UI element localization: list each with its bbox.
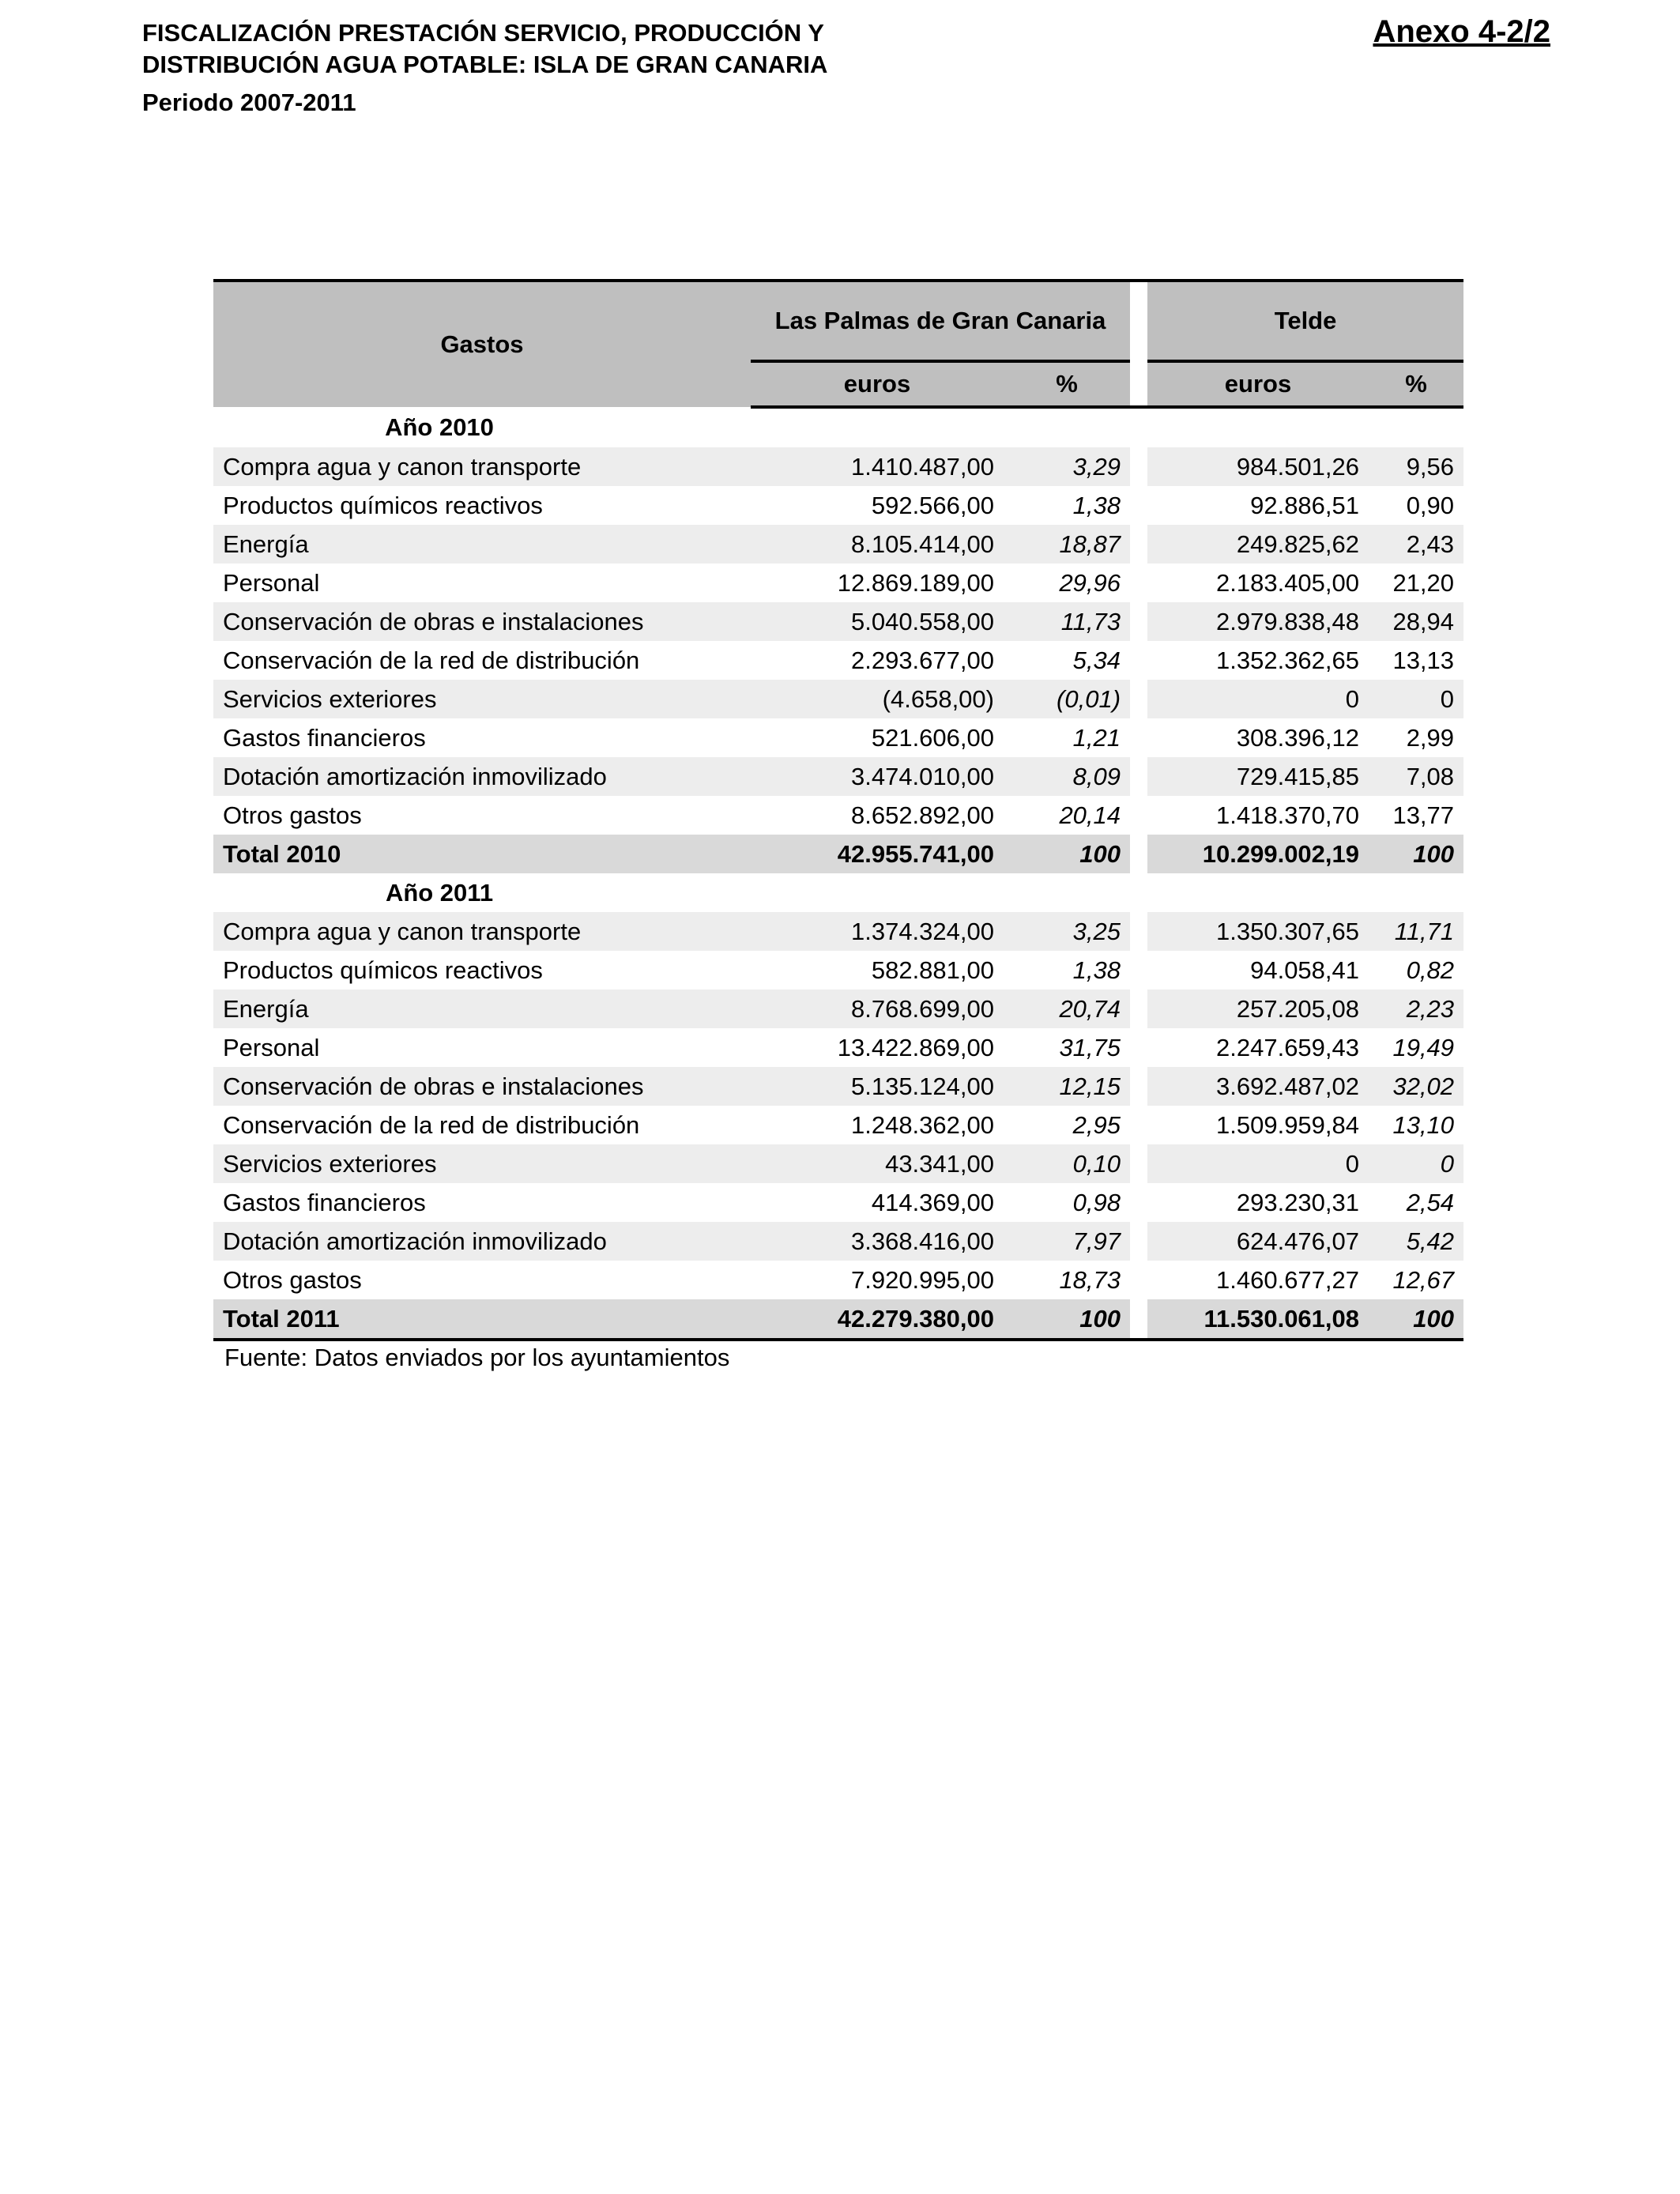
row-label: Total 2011: [213, 1299, 751, 1340]
telde-pct-cell: 13,13: [1392, 646, 1455, 674]
telde-euros-cell: 293.230,31: [1236, 1188, 1360, 1216]
table-row: [213, 602, 1463, 641]
telde-pct-cell: 13,77: [1392, 801, 1455, 829]
telde-pct-cell: 9,56: [1369, 447, 1463, 486]
row-label: Conservación de la red de distribución: [223, 646, 640, 674]
table-row: [213, 564, 1463, 602]
lp-euros-cell: 1.248.362,00: [850, 1110, 994, 1139]
telde-pct-cell: 11,71: [1369, 912, 1463, 951]
table-row: [213, 1183, 1463, 1222]
lp-pct-cell: 3,25: [1004, 912, 1130, 951]
empty-cell: [1004, 873, 1130, 912]
table-row: [213, 641, 1463, 680]
column-separator: [1130, 1222, 1147, 1261]
table-row: [213, 757, 1463, 796]
telde-euros-cell: 2.247.659,43: [1216, 1033, 1360, 1061]
empty-cell: [1147, 407, 1369, 447]
telde-pct-cell: 2,23: [1369, 990, 1463, 1028]
column-separator: [1130, 602, 1147, 641]
telde-pct-cell: 0,82: [1406, 956, 1455, 984]
table-row: [213, 486, 1463, 525]
lp-euros-cell: 12.869.189,00: [837, 568, 994, 597]
col-header-las-palmas: Las Palmas de Gran Canaria: [751, 281, 1130, 361]
lp-pct-cell: 0,10: [1004, 1144, 1130, 1183]
lp-pct-cell: 2,95: [1072, 1110, 1121, 1139]
empty-cell: [1147, 873, 1369, 912]
row-label: Gastos financieros: [223, 1188, 426, 1216]
telde-pct-cell: 13,10: [1392, 1110, 1455, 1139]
telde-euros-cell: 1.418.370,70: [1216, 801, 1360, 829]
table-row: [213, 990, 1463, 1028]
column-separator: [1130, 564, 1147, 602]
telde-euros-cell: 94.058,41: [1250, 956, 1360, 984]
row-label: Total 2010: [213, 835, 751, 873]
lp-pct-cell: 12,15: [1004, 1067, 1130, 1106]
telde-euros-cell: 729.415,85: [1147, 757, 1369, 796]
subheader-telde-euros: euros: [1147, 361, 1369, 407]
empty-cell: [1004, 407, 1130, 447]
row-label: Dotación amortización inmovilizado: [213, 1222, 751, 1261]
lp-pct-cell: 0,98: [1072, 1188, 1121, 1216]
lp-euros-cell: 582.881,00: [871, 956, 994, 984]
telde-euros-cell: 10.299.002,19: [1147, 835, 1369, 873]
year-label: Año 2011: [385, 878, 494, 907]
column-separator: [1130, 990, 1147, 1028]
row-label: Energía: [213, 525, 751, 564]
telde-euros-cell: 1.509.959,84: [1216, 1110, 1360, 1139]
lp-pct-cell: (0,01): [1004, 680, 1130, 718]
lp-euros-cell: 521.606,00: [871, 723, 994, 752]
column-separator: [1130, 1028, 1147, 1067]
report-title-line2: DISTRIBUCIÓN AGUA POTABLE: ISLA DE GRAN CANARIA: [142, 51, 828, 78]
column-separator: [1130, 447, 1147, 486]
table-row: [213, 525, 1463, 564]
column-separator: [1130, 912, 1147, 951]
telde-euros-cell: 92.886,51: [1250, 491, 1360, 519]
telde-pct-cell: 19,49: [1392, 1033, 1455, 1061]
column-separator: [1130, 641, 1147, 680]
source-note: Fuente: Datos enviados por los ayuntamientos: [224, 1344, 730, 1371]
lp-euros-cell: 42.279.380,00: [751, 1299, 1004, 1340]
telde-euros-cell: 0: [1147, 680, 1369, 718]
telde-euros-cell: 257.205,08: [1147, 990, 1369, 1028]
lp-pct-cell: 100: [1004, 835, 1130, 873]
telde-euros-cell: 1.352.362,65: [1216, 646, 1360, 674]
row-label: Gastos financieros: [223, 723, 426, 752]
year-row: [213, 873, 1463, 912]
lp-euros-cell: 43.341,00: [751, 1144, 1004, 1183]
lp-euros-cell: 592.566,00: [871, 491, 994, 519]
lp-euros-cell: 5.040.558,00: [751, 602, 1004, 641]
empty-cell: [751, 873, 1004, 912]
report-period: Periodo 2007-2011: [142, 89, 356, 116]
empty-cell: [1369, 407, 1463, 447]
telde-euros-cell: 1.350.307,65: [1147, 912, 1369, 951]
telde-pct-cell: 28,94: [1369, 602, 1463, 641]
telde-pct-cell: 100: [1369, 835, 1463, 873]
row-label: Productos químicos reactivos: [223, 956, 543, 984]
telde-euros-cell: 308.396,12: [1236, 723, 1360, 752]
column-separator: [1130, 1106, 1147, 1144]
empty-cell: [1130, 873, 1147, 912]
telde-euros-cell: 249.825,62: [1147, 525, 1369, 564]
lp-euros-cell: 1.410.487,00: [751, 447, 1004, 486]
lp-pct-cell: 3,29: [1004, 447, 1130, 486]
annex-label: Anexo 4-2/2: [1373, 14, 1550, 49]
column-separator: [1130, 951, 1147, 990]
empty-cell: [1369, 873, 1463, 912]
year-row: [213, 407, 1463, 447]
table-row: [213, 1261, 1463, 1299]
table-row: [213, 718, 1463, 757]
telde-euros-cell: 3.692.487,02: [1147, 1067, 1369, 1106]
table-row: [213, 1028, 1463, 1067]
table-row: [213, 912, 1463, 951]
row-label: Compra agua y canon transporte: [213, 912, 751, 951]
telde-pct-cell: 2,99: [1406, 723, 1455, 752]
table-row: [213, 1067, 1463, 1106]
row-label: Conservación de obras e instalaciones: [213, 602, 751, 641]
row-label: Personal: [223, 568, 320, 597]
telde-pct-cell: 0: [1369, 680, 1463, 718]
lp-pct-cell: 31,75: [1059, 1033, 1121, 1061]
lp-pct-cell: 11,73: [1004, 602, 1130, 641]
lp-euros-cell: 414.369,00: [871, 1188, 994, 1216]
lp-euros-cell: (4.658,00): [751, 680, 1004, 718]
row-label: Conservación de la red de distribución: [223, 1110, 640, 1139]
telde-pct-cell: 0: [1369, 1144, 1463, 1183]
report-title-line1: FISCALIZACIÓN PRESTACIÓN SERVICIO, PRODUCCIÓN Y: [142, 19, 824, 47]
telde-pct-cell: 7,08: [1369, 757, 1463, 796]
column-separator: [1130, 835, 1147, 873]
col-header-telde: Telde: [1147, 281, 1463, 361]
row-label: Conservación de obras e instalaciones: [213, 1067, 751, 1106]
telde-euros-cell: 624.476,07: [1147, 1222, 1369, 1261]
column-separator: [1130, 680, 1147, 718]
row-label: Servicios exteriores: [213, 1144, 751, 1183]
lp-pct-cell: 18,87: [1004, 525, 1130, 564]
lp-pct-cell: 5,34: [1072, 646, 1121, 674]
report-title: [142, 17, 827, 81]
lp-pct-cell: 20,14: [1059, 801, 1121, 829]
lp-pct-cell: 20,74: [1004, 990, 1130, 1028]
telde-pct-cell: 5,42: [1369, 1222, 1463, 1261]
lp-euros-cell: 5.135.124,00: [751, 1067, 1004, 1106]
expenses-table: [213, 279, 1463, 1341]
empty-cell: [751, 407, 1004, 447]
row-label: Otros gastos: [223, 1265, 362, 1294]
table-row: [213, 680, 1463, 718]
row-label: Personal: [223, 1033, 320, 1061]
telde-euros-cell: 1.460.677,27: [1216, 1265, 1360, 1294]
row-label: Productos químicos reactivos: [223, 491, 543, 519]
row-label: Dotación amortización inmovilizado: [213, 757, 751, 796]
table-row: [213, 796, 1463, 835]
lp-euros-cell: 2.293.677,00: [850, 646, 994, 674]
header-separator: [1130, 361, 1147, 407]
lp-pct-cell: 8,09: [1004, 757, 1130, 796]
telde-pct-cell: 12,67: [1392, 1265, 1455, 1294]
lp-pct-cell: 1,38: [1072, 491, 1121, 519]
total-row-2010: [213, 835, 1463, 873]
column-separator: [1130, 486, 1147, 525]
lp-pct-cell: 1,38: [1072, 956, 1121, 984]
telde-pct-cell: 0,90: [1406, 491, 1455, 519]
row-label: Compra agua y canon transporte: [213, 447, 751, 486]
column-separator: [1130, 718, 1147, 757]
telde-pct-cell: 21,20: [1392, 568, 1455, 597]
lp-euros-cell: 3.474.010,00: [751, 757, 1004, 796]
column-separator: [1130, 525, 1147, 564]
table-row: [213, 447, 1463, 486]
column-separator: [1130, 757, 1147, 796]
telde-euros-cell: 984.501,26: [1147, 447, 1369, 486]
column-separator: [1130, 1261, 1147, 1299]
year-label: Año 2010: [385, 413, 494, 441]
subheader-lp-pct: %: [1004, 361, 1130, 407]
table-row: [213, 1144, 1463, 1183]
table-row: [213, 1222, 1463, 1261]
lp-euros-cell: 3.368.416,00: [751, 1222, 1004, 1261]
lp-euros-cell: 1.374.324,00: [751, 912, 1004, 951]
telde-euros-cell: 2.183.405,00: [1216, 568, 1360, 597]
column-separator: [1130, 1299, 1147, 1340]
table-row: [213, 1106, 1463, 1144]
column-separator: [1130, 1144, 1147, 1183]
lp-euros-cell: 8.652.892,00: [850, 801, 994, 829]
telde-euros-cell: 0: [1147, 1144, 1369, 1183]
lp-euros-cell: 8.105.414,00: [751, 525, 1004, 564]
row-label: Servicios exteriores: [213, 680, 751, 718]
table-row: [213, 951, 1463, 990]
lp-euros-cell: 7.920.995,00: [850, 1265, 994, 1294]
column-separator: [1130, 1183, 1147, 1222]
subheader-telde-pct: %: [1369, 361, 1463, 407]
lp-euros-cell: 13.422.869,00: [837, 1033, 994, 1061]
header-separator: [1130, 281, 1147, 361]
telde-pct-cell: 2,43: [1369, 525, 1463, 564]
lp-pct-cell: 1,21: [1072, 723, 1121, 752]
telde-euros-cell: 11.530.061,08: [1147, 1299, 1369, 1340]
lp-euros-cell: 42.955.741,00: [751, 835, 1004, 873]
telde-pct-cell: 100: [1369, 1299, 1463, 1340]
empty-cell: [1130, 407, 1147, 447]
row-label: Otros gastos: [223, 801, 362, 829]
lp-pct-cell: 100: [1004, 1299, 1130, 1340]
telde-pct-cell: 32,02: [1369, 1067, 1463, 1106]
subheader-lp-euros: euros: [751, 361, 1004, 407]
column-separator: [1130, 1067, 1147, 1106]
telde-pct-cell: 2,54: [1406, 1188, 1455, 1216]
total-row-2011: [213, 1299, 1463, 1340]
telde-euros-cell: 2.979.838,48: [1147, 602, 1369, 641]
row-label: Energía: [213, 990, 751, 1028]
column-separator: [1130, 796, 1147, 835]
lp-euros-cell: 8.768.699,00: [751, 990, 1004, 1028]
col-header-gastos: Gastos: [213, 281, 751, 407]
lp-pct-cell: 29,96: [1059, 568, 1121, 597]
lp-pct-cell: 7,97: [1004, 1222, 1130, 1261]
lp-pct-cell: 18,73: [1059, 1265, 1121, 1294]
